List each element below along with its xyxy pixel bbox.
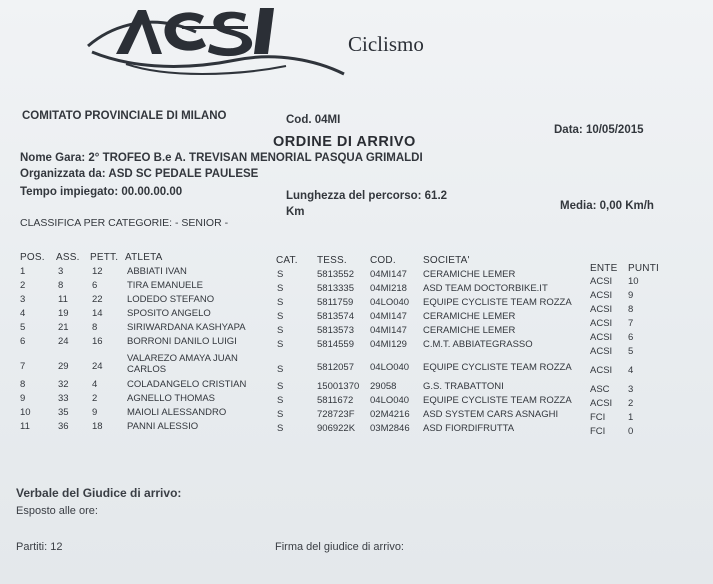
row-ente: ACSI [590,365,613,376]
row-tess: 5813335 [317,283,354,294]
row-ente: ASC [590,384,610,395]
row-ente: ACSI [590,276,613,287]
col-cat: CAT. [276,255,298,266]
row-atleta: SPOSITO ANGELO [127,308,211,319]
row-societa: CERAMICHE LEMER [423,325,516,336]
row-societa: EQUIPE CYCLISTE TEAM ROZZA [423,395,572,406]
row-ass: 3 [58,266,64,277]
row-atleta: VALAREZO AMAYA JUAN [127,353,238,364]
row-societa: EQUIPE CYCLISTE TEAM ROZZA [423,362,572,373]
row-punti: 7 [628,318,634,329]
row-tess: 5813552 [317,269,354,280]
row-punti: 0 [628,426,634,437]
row-tess: 5811672 [317,395,354,406]
row-ass: 33 [58,393,69,404]
row-pos: 2 [20,280,26,291]
row-ass: 29 [58,361,69,372]
row-punti: 3 [628,384,634,395]
row-pett: 2 [92,393,98,404]
row-pos: 10 [20,407,31,418]
row-cat: S [277,381,284,392]
row-cat: S [277,409,284,420]
logo-ciclismo-text: Ciclismo [348,32,424,56]
signature-label: Firma del giudice di arrivo: [275,541,404,553]
row-pos: 4 [20,308,26,319]
row-punti: 2 [628,398,634,409]
row-punti: 9 [628,290,634,301]
row-punti: 8 [628,304,634,315]
row-cat: S [277,283,284,294]
row-cod: 03M2846 [370,423,410,434]
organizer: Organizzata da: ASD SC PEDALE PAULESE [20,168,259,180]
row-cod: 04MI147 [370,311,407,322]
row-cat: S [277,395,284,406]
row-cat: S [277,364,284,375]
course-length: Lunghezza del percorso: 61.2 [286,190,448,202]
row-societa: C.M.T. ABBIATEGRASSO [423,339,533,350]
row-atleta-line2: CARLOS [127,364,167,375]
row-atleta: SIRIWARDANA KASHYAPA [127,322,246,333]
col-punti: PUNTI [628,263,659,274]
esposto-label: Esposto alle ore: [16,505,98,517]
course-length-unit: Km [286,206,305,218]
row-pos: 7 [20,361,26,372]
col-atleta: ATLETA [125,252,163,263]
row-societa: CERAMICHE LEMER [423,269,516,280]
row-pos: 8 [20,379,26,390]
row-atleta: ABBIATI IVAN [127,266,187,277]
row-punti: 4 [628,365,634,376]
row-societa: ASD SYSTEM CARS ASNAGHI [423,409,559,420]
row-ente: ACSI [590,346,613,357]
acsi-logo-mark [86,2,346,82]
row-punti: 5 [628,346,634,357]
row-tess: 5813573 [317,325,354,336]
col-tess: TESS. [317,255,347,266]
row-pett: 18 [92,421,103,432]
row-punti: 1 [628,412,634,423]
row-pett: 16 [92,336,103,347]
average-speed: Media: 0,00 Km/h [560,200,654,212]
row-atleta: PANNI ALESSIO [127,421,199,432]
row-tess: 15001370 [317,381,360,392]
row-cod: 04MI147 [370,325,407,336]
row-pos: 5 [20,322,26,333]
row-pett: 14 [92,308,103,319]
row-pett: 22 [92,294,103,305]
row-atleta: AGNELLO THOMAS [127,393,215,404]
col-pett: PETT. [90,252,119,263]
col-societa: SOCIETA' [423,255,470,266]
row-pett: 12 [92,266,103,277]
row-pos: 3 [20,294,26,305]
row-tess: 906922K [317,423,356,434]
row-pett: 9 [92,407,98,418]
row-cod: 02M4216 [370,409,410,420]
code-label: Cod. 04MI [286,114,341,126]
partiti-label: Partiti: 12 [16,541,63,553]
row-societa: CERAMICHE LEMER [423,311,516,322]
row-cod: 04LO040 [370,297,410,308]
row-cod: 04LO040 [370,395,410,406]
col-pos: POS. [20,252,45,263]
race-name: Nome Gara: 2° TROFEO B.e A. TREVISAN MENORIAL PASQUA GRIMALDI [20,152,423,164]
row-ass: 24 [58,336,69,347]
row-pos: 11 [20,421,30,432]
row-ass: 19 [58,308,69,319]
col-ass: ASS. [56,252,80,263]
committee-label: COMITATO PROVINCIALE DI MILANO [22,110,227,122]
row-ente: ACSI [590,398,613,409]
row-societa: G.S. TRABATTONI [423,381,504,392]
row-pett: 6 [92,280,98,291]
row-societa: ASD FIORDIFRUTTA [423,423,515,434]
row-cat: S [277,269,284,280]
row-ente: FCI [590,412,606,423]
row-pos: 6 [20,336,26,347]
row-societa: ASD TEAM DOCTORBIKE.IT [423,283,548,294]
time-taken: Tempo impiegato: 00.00.00.00 [20,186,183,198]
classification-label: CLASSIFICA PER CATEGORIE: - SENIOR - [20,217,229,229]
row-ass: 11 [58,294,68,305]
row-ass: 21 [58,322,69,333]
row-cod: 04MI147 [370,269,407,280]
row-cod: 04LO040 [370,362,410,373]
row-cat: S [277,339,284,350]
row-tess: 5813574 [317,311,354,322]
row-ente: ACSI [590,304,613,315]
row-atleta: COLADANGELO CRISTIAN [127,379,247,390]
row-ass: 32 [58,379,69,390]
row-cat: S [277,325,284,336]
row-pett: 8 [92,322,98,333]
row-cat: S [277,423,284,434]
row-atleta: LODEDO STEFANO [127,294,215,305]
row-cat: S [277,311,284,322]
row-tess: 5814559 [317,339,354,350]
date-label: Data: 10/05/2015 [554,124,644,136]
row-cod: 29058 [370,381,397,392]
row-pos: 9 [20,393,26,404]
row-societa: EQUIPE CYCLISTE TEAM ROZZA [423,297,572,308]
acsi-logo [86,2,424,82]
row-ente: FCI [590,426,606,437]
row-ass: 35 [58,407,69,418]
row-punti: 6 [628,332,634,343]
row-atleta: MAIOLI ALESSANDRO [127,407,227,418]
row-ente: ACSI [590,290,613,301]
row-pos: 1 [20,266,26,277]
row-punti: 10 [628,276,639,287]
verbale-label: Verbale del Giudice di arrivo: [16,486,182,500]
row-pett: 4 [92,379,98,390]
col-cod: COD. [370,255,396,266]
row-ente: ACSI [590,318,613,329]
row-cod: 04MI129 [370,339,407,350]
row-ente: ACSI [590,332,613,343]
row-atleta: TIRA EMANUELE [127,280,204,291]
col-ente: ENTE [590,263,618,274]
row-cod: 04MI218 [370,283,407,294]
row-ass: 8 [58,280,64,291]
row-tess: 728723F [317,409,355,420]
row-pett: 24 [92,361,103,372]
row-tess: 5812057 [317,362,354,373]
page-title: ORDINE DI ARRIVO [273,134,416,150]
row-atleta: BORRONI DANILO LUIGI [127,336,237,347]
row-cat: S [277,297,284,308]
row-ass: 36 [58,421,69,432]
row-tess: 5811759 [317,297,354,308]
